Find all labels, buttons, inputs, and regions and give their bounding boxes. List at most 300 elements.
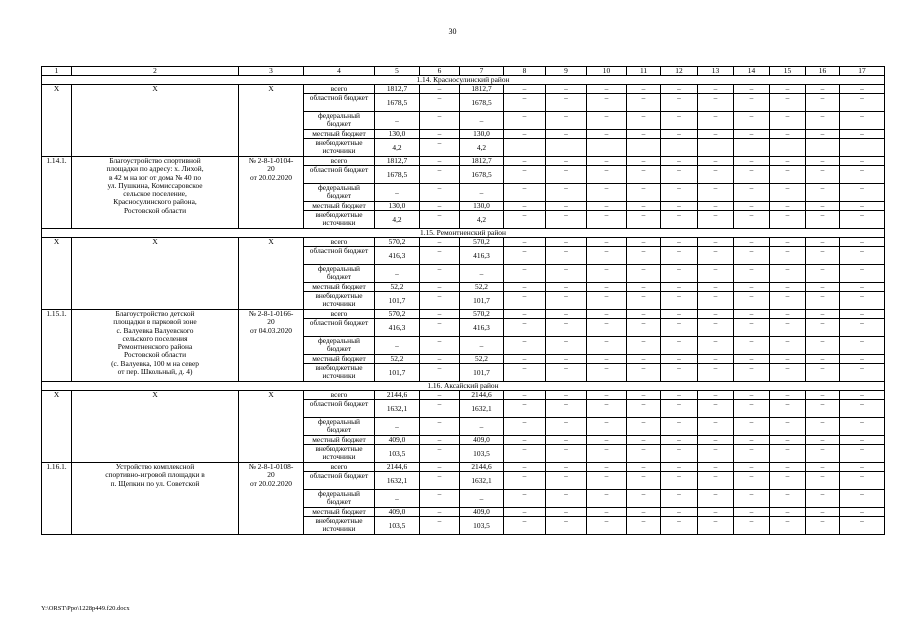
value-cell: – <box>661 490 698 508</box>
value-cell: – <box>840 184 885 202</box>
value-cell: – <box>734 202 770 211</box>
value-cell: – <box>698 94 734 112</box>
funding-source-label: внебюджетные источники <box>304 292 375 310</box>
value-cell: – <box>840 130 885 139</box>
value-cell: – <box>587 265 627 283</box>
value-cell: – <box>661 247 698 265</box>
value-cell: – <box>420 319 460 337</box>
total-value: – <box>375 112 420 130</box>
value-cell: – <box>420 238 460 247</box>
value-cell: – <box>627 310 661 319</box>
column-number-header: 15 <box>770 67 806 76</box>
value-cell: – <box>840 319 885 337</box>
value-cell: – <box>627 418 661 436</box>
year-value: 570,2 <box>460 310 504 319</box>
value-cell: – <box>698 157 734 166</box>
year-value: 52,2 <box>460 355 504 364</box>
value-cell: – <box>661 157 698 166</box>
item-description <box>72 238 239 310</box>
value-cell: – <box>698 490 734 508</box>
registration-number <box>239 310 304 382</box>
year-value: – <box>460 112 504 130</box>
value-cell: – <box>546 490 587 508</box>
value-cell: – <box>840 463 885 472</box>
value-cell: – <box>661 364 698 382</box>
year-value: 1812,7 <box>460 85 504 94</box>
total-value: 103,5 <box>375 445 420 463</box>
total-value: 4,2 <box>375 139 420 157</box>
funding-source-label: внебюджетные источники <box>304 364 375 382</box>
value-cell: – <box>770 310 806 319</box>
total-value: – <box>375 418 420 436</box>
value-cell: – <box>587 85 627 94</box>
funding-source-label: всего <box>304 157 375 166</box>
value-cell: – <box>840 355 885 364</box>
item-description <box>72 463 239 535</box>
description-line: Красносулинского района, <box>113 197 197 207</box>
value-cell: – <box>504 436 546 445</box>
item-number: 1.14.1. <box>42 157 72 229</box>
table-row <box>42 238 885 247</box>
value-cell: – <box>661 292 698 310</box>
value-cell: – <box>770 517 806 535</box>
section-title: 1.16. Аксайский район <box>42 382 885 391</box>
value-cell: – <box>698 508 734 517</box>
value-cell: – <box>734 463 770 472</box>
value-cell: – <box>806 202 840 211</box>
value-cell: – <box>504 247 546 265</box>
value-cell: – <box>504 130 546 139</box>
value-cell: – <box>806 238 840 247</box>
value-cell: – <box>546 238 587 247</box>
value-cell: – <box>587 112 627 130</box>
value-cell: – <box>698 517 734 535</box>
value-cell: – <box>420 130 460 139</box>
value-cell: – <box>504 310 546 319</box>
value-cell: – <box>420 139 460 157</box>
funding-source-label: областной бюджет <box>304 94 375 112</box>
value-cell: – <box>698 319 734 337</box>
registration-line: № 2-8-1-0104- <box>248 156 294 165</box>
value-cell: – <box>587 355 627 364</box>
value-cell: – <box>840 310 885 319</box>
value-cell: – <box>661 283 698 292</box>
value-cell: – <box>806 400 840 418</box>
value-cell: – <box>770 490 806 508</box>
value-cell: – <box>420 400 460 418</box>
description-line: X <box>152 390 158 399</box>
value-cell: – <box>627 400 661 418</box>
value-cell: – <box>587 283 627 292</box>
registration-line: 20 <box>267 470 275 480</box>
total-value: 130,0 <box>375 202 420 211</box>
value-cell: – <box>698 238 734 247</box>
column-number-header: 5 <box>375 67 420 76</box>
value-cell: – <box>546 85 587 94</box>
value-cell: – <box>661 202 698 211</box>
value-cell: – <box>806 85 840 94</box>
value-cell: – <box>546 292 587 310</box>
value-cell: – <box>840 364 885 382</box>
funding-source-label: федеральный бюджет <box>304 337 375 355</box>
value-cell: – <box>587 238 627 247</box>
value-cell: – <box>840 490 885 508</box>
value-cell: – <box>504 319 546 337</box>
column-number-header: 12 <box>661 67 698 76</box>
value-cell: – <box>546 391 587 400</box>
value-cell: – <box>840 283 885 292</box>
column-number-header: 11 <box>627 67 661 76</box>
footer-file-path: Y:\ORST\Ppo\1228p449.f20.docx <box>41 605 130 612</box>
funding-source-label: федеральный бюджет <box>304 418 375 436</box>
value-cell: – <box>734 418 770 436</box>
value-cell: – <box>770 94 806 112</box>
value-cell: – <box>806 463 840 472</box>
table-row <box>42 463 885 472</box>
value-cell: – <box>504 211 546 229</box>
value-cell: – <box>420 445 460 463</box>
value-cell: – <box>770 463 806 472</box>
value-cell: – <box>840 247 885 265</box>
value-cell: – <box>698 445 734 463</box>
value-cell: – <box>806 391 840 400</box>
item-description <box>72 310 239 382</box>
total-value: 52,2 <box>375 283 420 292</box>
value-cell: – <box>627 184 661 202</box>
value-cell: – <box>627 337 661 355</box>
year-value: 130,0 <box>460 202 504 211</box>
value-cell: – <box>661 166 698 184</box>
value-cell: – <box>546 364 587 382</box>
total-value: 101,7 <box>375 364 420 382</box>
description-line: (с. Валуевка, 100 м на север <box>111 358 199 368</box>
registration-line: 20 <box>267 164 275 174</box>
funding-source-label: всего <box>304 238 375 247</box>
description-line: сельского поселения <box>122 333 188 343</box>
value-cell: – <box>734 391 770 400</box>
value-cell: – <box>504 184 546 202</box>
value-cell: – <box>661 463 698 472</box>
item-number: X <box>42 391 72 463</box>
value-cell: – <box>546 472 587 490</box>
section-title: 1.14. Красносулинский район <box>42 76 885 85</box>
registration-number <box>239 391 304 463</box>
item-number: X <box>42 238 72 310</box>
value-cell: – <box>661 436 698 445</box>
value-cell: – <box>661 112 698 130</box>
value-cell: – <box>420 211 460 229</box>
value-cell: – <box>840 265 885 283</box>
value-cell: – <box>770 445 806 463</box>
value-cell: – <box>504 400 546 418</box>
value-cell: – <box>587 94 627 112</box>
value-cell: – <box>806 247 840 265</box>
table-row <box>42 85 885 94</box>
value-cell: – <box>420 112 460 130</box>
value-cell: – <box>661 211 698 229</box>
value-cell: – <box>806 418 840 436</box>
description-line: с. Валуевка Валуевского <box>116 325 194 335</box>
value-cell: – <box>627 94 661 112</box>
value-cell: – <box>698 265 734 283</box>
value-cell: – <box>698 391 734 400</box>
value-cell: – <box>806 517 840 535</box>
value-cell: – <box>770 157 806 166</box>
year-value: 416,3 <box>460 247 504 265</box>
column-number-header: 17 <box>840 67 885 76</box>
total-value: 1632,1 <box>375 472 420 490</box>
registration-line: от 04.03.2020 <box>250 325 292 335</box>
value-cell: – <box>840 337 885 355</box>
total-value: 52,2 <box>375 355 420 364</box>
value-cell: – <box>420 184 460 202</box>
value-cell <box>546 139 587 157</box>
description-line: Благоустройство детской <box>115 309 195 318</box>
value-cell: – <box>504 238 546 247</box>
value-cell: – <box>587 247 627 265</box>
value-cell <box>840 139 885 157</box>
value-cell: – <box>661 130 698 139</box>
value-cell: – <box>698 436 734 445</box>
value-cell: – <box>587 292 627 310</box>
value-cell: – <box>806 364 840 382</box>
value-cell: – <box>546 130 587 139</box>
registration-line: 20 <box>267 317 275 327</box>
value-cell: – <box>546 112 587 130</box>
value-cell: – <box>840 508 885 517</box>
value-cell: – <box>420 508 460 517</box>
funding-source-label: местный бюджет <box>304 283 375 292</box>
value-cell: – <box>840 517 885 535</box>
funding-source-label: внебюджетные источники <box>304 517 375 535</box>
value-cell: – <box>627 85 661 94</box>
funding-source-label: внебюджетные источники <box>304 139 375 157</box>
value-cell: – <box>806 166 840 184</box>
value-cell <box>627 139 661 157</box>
column-number-header: 16 <box>806 67 840 76</box>
value-cell: – <box>661 238 698 247</box>
funding-source-label: областной бюджет <box>304 472 375 490</box>
funding-table <box>41 66 885 535</box>
value-cell: – <box>770 400 806 418</box>
value-cell: – <box>661 508 698 517</box>
value-cell: – <box>661 445 698 463</box>
value-cell: – <box>504 517 546 535</box>
value-cell: – <box>587 517 627 535</box>
value-cell: – <box>806 292 840 310</box>
value-cell: – <box>661 319 698 337</box>
total-value: – <box>375 265 420 283</box>
value-cell: – <box>770 238 806 247</box>
value-cell: – <box>546 517 587 535</box>
value-cell: – <box>546 319 587 337</box>
year-value: – <box>460 265 504 283</box>
value-cell: – <box>770 391 806 400</box>
value-cell: – <box>806 265 840 283</box>
value-cell: – <box>734 337 770 355</box>
value-cell: – <box>420 166 460 184</box>
value-cell: – <box>698 337 734 355</box>
description-line: Ремонтненского района <box>117 342 193 352</box>
value-cell: – <box>627 247 661 265</box>
value-cell: – <box>698 130 734 139</box>
value-cell: – <box>661 85 698 94</box>
value-cell <box>734 139 770 157</box>
value-cell: – <box>698 364 734 382</box>
value-cell: – <box>806 508 840 517</box>
value-cell: – <box>587 364 627 382</box>
year-value: 409,0 <box>460 436 504 445</box>
section-row <box>42 76 885 85</box>
section-row <box>42 382 885 391</box>
total-value: 1812,7 <box>375 85 420 94</box>
registration-number <box>239 238 304 310</box>
value-cell: – <box>504 445 546 463</box>
value-cell: – <box>420 490 460 508</box>
value-cell: – <box>627 238 661 247</box>
value-cell: – <box>734 184 770 202</box>
value-cell: – <box>420 157 460 166</box>
value-cell: – <box>734 94 770 112</box>
value-cell: – <box>546 310 587 319</box>
value-cell: – <box>770 247 806 265</box>
table-row <box>42 310 885 319</box>
total-value: 570,2 <box>375 310 420 319</box>
description-line: спортивно-игровой площадки в <box>105 470 205 480</box>
value-cell: – <box>546 265 587 283</box>
value-cell: – <box>546 400 587 418</box>
value-cell: – <box>698 166 734 184</box>
value-cell: – <box>734 490 770 508</box>
value-cell: – <box>840 85 885 94</box>
value-cell: – <box>546 418 587 436</box>
value-cell <box>770 139 806 157</box>
value-cell: – <box>627 130 661 139</box>
description-line: Ростовской области <box>123 350 187 360</box>
value-cell: – <box>627 292 661 310</box>
value-cell: – <box>587 400 627 418</box>
value-cell: – <box>420 463 460 472</box>
year-value: 103,5 <box>460 517 504 535</box>
value-cell: – <box>546 445 587 463</box>
registration-line: от 20.02.2020 <box>250 478 292 488</box>
value-cell: – <box>627 508 661 517</box>
section-row <box>42 229 885 238</box>
value-cell: – <box>698 310 734 319</box>
registration-number <box>239 157 304 229</box>
value-cell: – <box>840 445 885 463</box>
total-value: – <box>375 184 420 202</box>
value-cell: – <box>587 508 627 517</box>
value-cell: – <box>698 85 734 94</box>
value-cell: – <box>504 364 546 382</box>
registration-number <box>239 463 304 535</box>
value-cell: – <box>734 265 770 283</box>
value-cell: – <box>504 265 546 283</box>
value-cell: – <box>806 211 840 229</box>
value-cell: – <box>661 355 698 364</box>
column-number-header: 13 <box>698 67 734 76</box>
value-cell: – <box>840 202 885 211</box>
funding-source-label: местный бюджет <box>304 436 375 445</box>
value-cell: – <box>504 94 546 112</box>
value-cell: – <box>661 418 698 436</box>
value-cell: – <box>698 184 734 202</box>
item-number: X <box>42 85 72 157</box>
registration-line: от 20.02.2020 <box>250 172 292 182</box>
value-cell: – <box>546 436 587 445</box>
value-cell: – <box>546 157 587 166</box>
value-cell: – <box>420 355 460 364</box>
total-value: 101,7 <box>375 292 420 310</box>
value-cell: – <box>661 472 698 490</box>
value-cell: – <box>770 436 806 445</box>
value-cell: – <box>661 517 698 535</box>
value-cell <box>504 139 546 157</box>
value-cell: – <box>698 400 734 418</box>
value-cell: – <box>627 265 661 283</box>
value-cell <box>806 139 840 157</box>
value-cell: – <box>627 364 661 382</box>
funding-source-label: областной бюджет <box>304 247 375 265</box>
value-cell: – <box>734 472 770 490</box>
value-cell: – <box>661 310 698 319</box>
year-value: 103,5 <box>460 445 504 463</box>
value-cell: – <box>734 211 770 229</box>
value-cell: – <box>661 184 698 202</box>
value-cell: – <box>627 436 661 445</box>
header-row <box>42 67 885 76</box>
value-cell: – <box>587 211 627 229</box>
year-value: 1632,1 <box>460 400 504 418</box>
value-cell: – <box>504 202 546 211</box>
value-cell: – <box>546 283 587 292</box>
description-line: X <box>152 84 158 93</box>
value-cell: – <box>698 247 734 265</box>
description-line: Ростовской области <box>123 205 187 215</box>
value-cell: – <box>627 472 661 490</box>
value-cell: – <box>546 184 587 202</box>
value-cell: – <box>546 463 587 472</box>
year-value: 52,2 <box>460 283 504 292</box>
year-value: 130,0 <box>460 130 504 139</box>
year-value: 416,3 <box>460 319 504 337</box>
value-cell: – <box>734 319 770 337</box>
item-description <box>72 85 239 157</box>
value-cell: – <box>770 319 806 337</box>
value-cell: – <box>698 418 734 436</box>
value-cell: – <box>420 247 460 265</box>
value-cell: – <box>546 247 587 265</box>
total-value: 103,5 <box>375 517 420 535</box>
column-number-header: 1 <box>42 67 72 76</box>
item-number: 1.16.1. <box>42 463 72 535</box>
value-cell: – <box>806 445 840 463</box>
year-value: 2144,6 <box>460 391 504 400</box>
value-cell: – <box>770 472 806 490</box>
value-cell: – <box>734 292 770 310</box>
year-value: 4,2 <box>460 211 504 229</box>
funding-source-label: федеральный бюджет <box>304 184 375 202</box>
year-value: 2144,6 <box>460 463 504 472</box>
value-cell: – <box>587 445 627 463</box>
value-cell: – <box>627 202 661 211</box>
total-value: 416,3 <box>375 247 420 265</box>
description-line: Устройство комплексной <box>115 462 195 471</box>
value-cell: – <box>627 319 661 337</box>
table-body <box>42 67 885 535</box>
value-cell <box>587 139 627 157</box>
